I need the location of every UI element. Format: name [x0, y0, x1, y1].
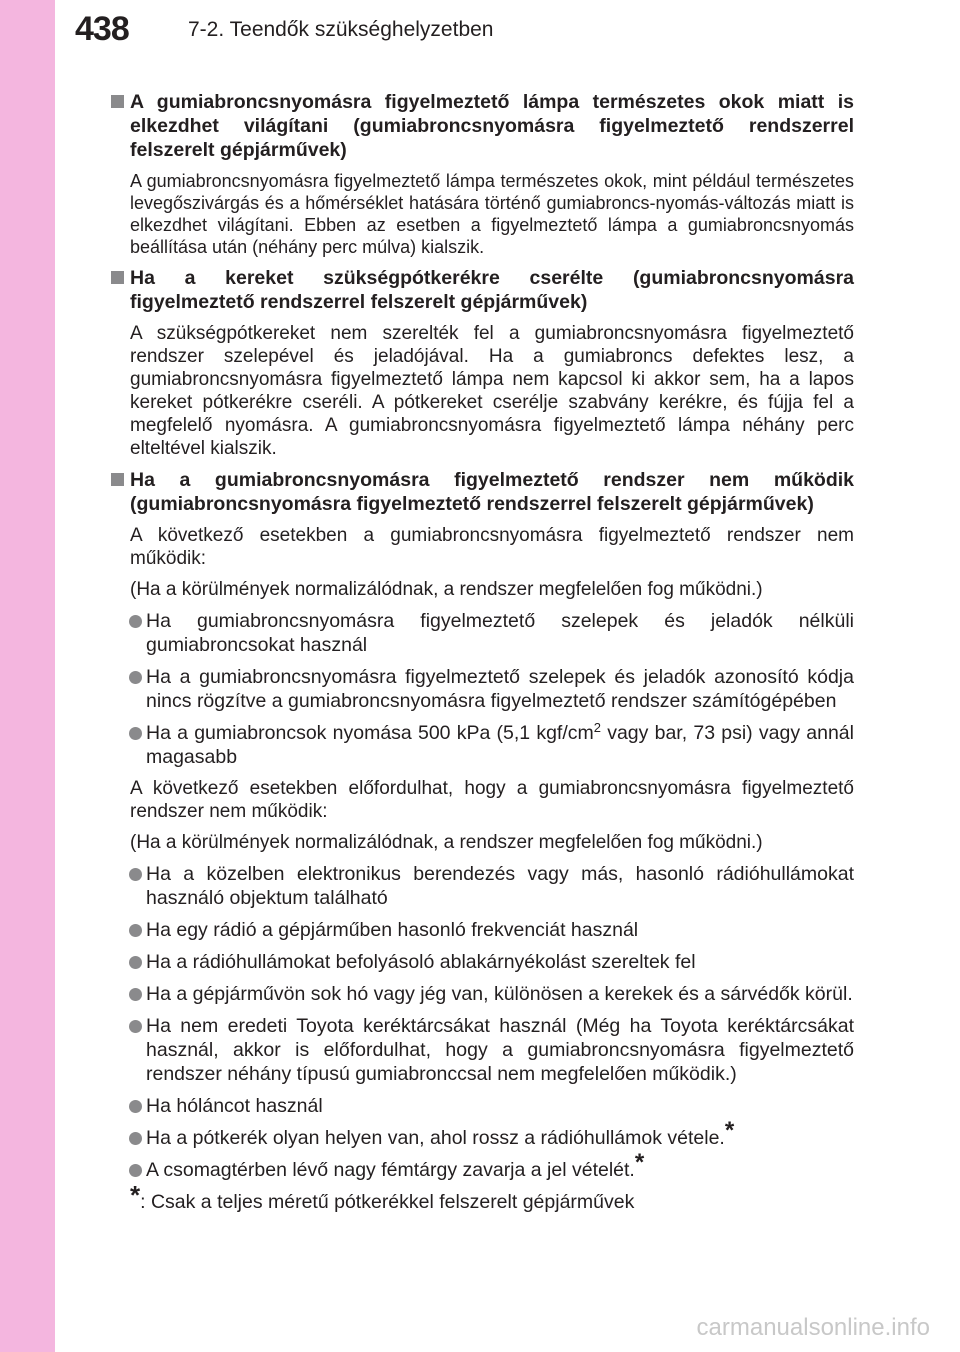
list-item [108, 665, 854, 713]
round-bullet-icon [129, 988, 142, 1001]
footnote-star: * [130, 1180, 141, 1210]
list-item [108, 1117, 854, 1150]
section-body: A szükségpótkereket nem szerelték fel a gumiabroncsnyomásra figyelmeztető rendszer szelepével és jeladójával. Ha a gumiabroncs defektes lesz, a gumiabroncsnyomásra figyelmeztető lámpa nem kapcsol ki akkor sem, ha a lapos kereket pótkerékre cseréli. A pótkereket cserélje szabvány kerékre, és fújja fel a megfelelő nyomásra. A gumiabroncsnyomásra figyelmeztető lámpa néhány perc elteltével kialszik. [130, 323, 854, 459]
section-heading [108, 266, 854, 314]
list-item [108, 918, 854, 942]
footnote-marker: * [724, 1117, 735, 1144]
list-item [108, 1094, 854, 1118]
list-item-text: Ha a pótkerék olyan helyen van, ahol rossz a rádióhullámok vétele. [146, 1127, 725, 1149]
round-bullet-icon [129, 956, 142, 969]
list-item [108, 1149, 854, 1182]
round-bullet-icon [129, 727, 142, 740]
round-bullet-icon [129, 924, 142, 937]
section-body: A gumiabroncsnyomásra figyelmeztető lámpa természetes okok, mint például természetes levegőszivárgás és a hőmérséklet hatására történő gumiabroncs-nyomás-változás miatt is elkezdhet világítani. Ebben az esetben a figyelmeztető lámpa a gumiabroncsnyomás beállítása után (néhány perc múlva) kialszik. [130, 171, 854, 257]
list-item-text: Ha a közelben elektronikus berendezés vagy más, hasonló rádióhullámokat használó objektum található [146, 863, 854, 909]
list-item-text: Ha a gépjárművön sok hó vagy jég van, különösen a kerekek és a sárvédők körül. [146, 983, 853, 1005]
round-bullet-icon [129, 868, 142, 881]
list-item-text: Ha a gumiabroncsok nyomása 500 kPa (5,1 kgf/cm [146, 722, 594, 744]
list-item-text: vagy bar, 73 psi) vagy annál magasabb [146, 722, 854, 768]
list-item [108, 1014, 854, 1086]
round-bullet-icon [129, 615, 142, 628]
superscript: 2 [593, 720, 601, 735]
list-item [108, 950, 854, 974]
list-item-text: A csomagtérben lévő nagy fémtárgy zavarja a jel vételét. [146, 1159, 635, 1181]
section-heading-text: A gumiabroncsnyomásra figyelmeztető lámpa természetes okok miatt is elkezdhet világítani (gumiabroncsnyomásra figyelmeztető rendszerrel felszerelt gépjárművek) [130, 91, 854, 161]
square-bullet-icon [111, 95, 124, 108]
square-bullet-icon [111, 473, 124, 486]
section-heading [108, 468, 854, 516]
footnote [108, 1180, 854, 1214]
round-bullet-icon [129, 671, 142, 684]
round-bullet-icon [129, 1020, 142, 1033]
list-item [108, 609, 854, 657]
list-item [108, 721, 854, 769]
list-item-text: Ha a gumiabroncsnyomásra figyelmeztető szelepek és jeladók azonosító kódja nincs rögzítve a gumiabroncsnyomásra figyelmeztető rendszer számítógépében [146, 666, 854, 712]
intro-text: A következő esetekben előfordulhat, hogy a gumiabroncsnyomásra figyelmeztető rendszer nem működik: [130, 778, 854, 822]
section-heading-text: Ha a kereket szükségpótkerékre cserélte (gumiabroncsnyomásra figyelmeztető rendszerrel felszerelt gépjárművek) [130, 267, 854, 313]
page-content [108, 90, 854, 1214]
note-text: (Ha a körülmények normalizálódnak, a rendszer megfelelően fog működni.) [130, 832, 763, 853]
footnote-text: : Csak a teljes méretű pótkerékkel felszerelt gépjárművek [140, 1191, 635, 1213]
intro-text: A következő esetekben a gumiabroncsnyomásra figyelmeztető rendszer nem működik: [130, 525, 854, 569]
list-item-text: Ha a rádióhullámokat befolyásoló ablakárnyékolást szereltek fel [146, 951, 696, 973]
chapter-tab-bar [0, 0, 55, 1352]
note-text: (Ha a körülmények normalizálódnak, a rendszer megfelelően fog működni.) [130, 579, 763, 600]
section-heading-text: Ha a gumiabroncsnyomásra figyelmeztető rendszer nem működik (gumiabroncsnyomásra figyelmeztető rendszerrel felszerelt gépjárművek) [130, 469, 854, 515]
page-number: 438 [75, 10, 129, 48]
section-heading [108, 90, 854, 162]
square-bullet-icon [111, 271, 124, 284]
footnote-marker: * [634, 1149, 645, 1176]
list-item [108, 862, 854, 910]
list-item-text: Ha hóláncot használ [146, 1095, 323, 1117]
round-bullet-icon [129, 1100, 142, 1113]
list-item-text: Ha egy rádió a gépjárműben hasonló frekvenciát használ [146, 919, 639, 941]
list-item [108, 982, 854, 1006]
watermark: carmanualsonline.info [696, 1314, 930, 1341]
list-item-text: Ha nem eredeti Toyota keréktárcsákat használ (Még ha Toyota keréktárcsákat használ, akkor is előfordulhat, hogy a gumiabroncsnyomásra figyelmeztető rendszer néhány típusú gumiabronccsal nem megfelelően működik.) [146, 1015, 854, 1085]
round-bullet-icon [129, 1132, 142, 1145]
round-bullet-icon [129, 1164, 142, 1177]
list-item-text: Ha gumiabroncsnyomásra figyelmeztető szelepek és jeladók nélküli gumiabroncsokat használ [146, 610, 854, 656]
chapter-title: 7-2. Teendők szükséghelyzetben [188, 18, 494, 41]
